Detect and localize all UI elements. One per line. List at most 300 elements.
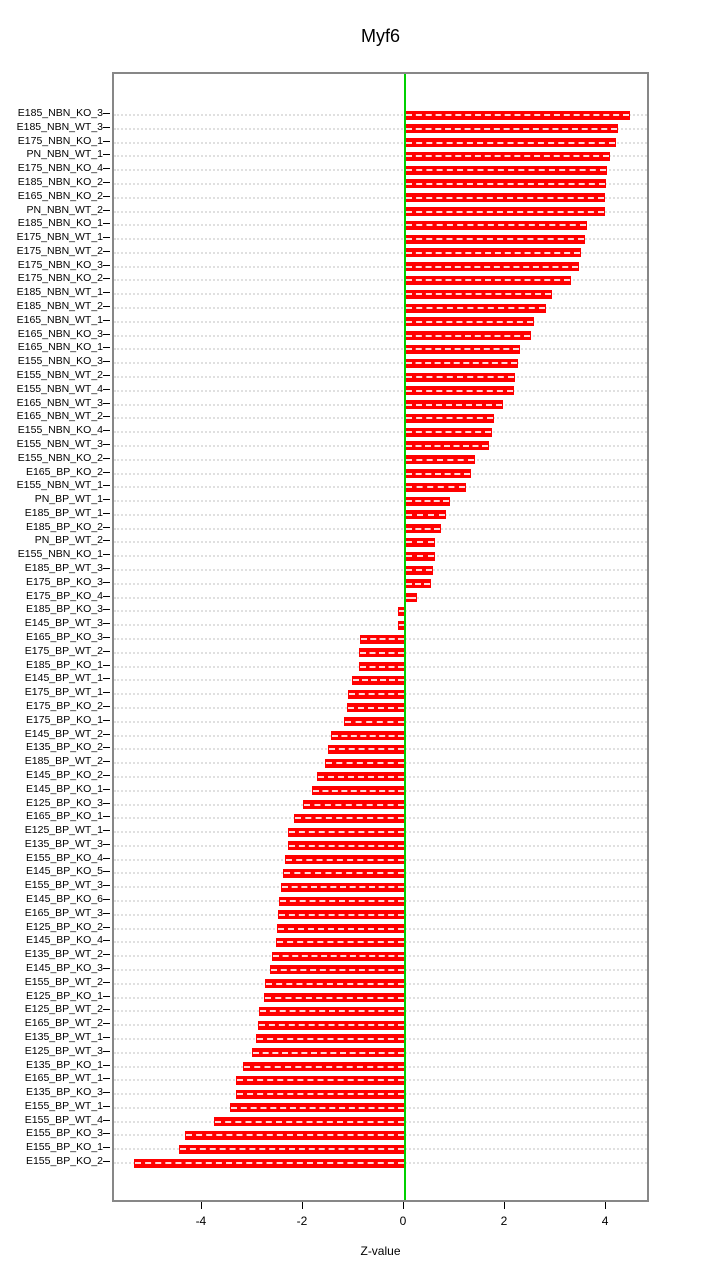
bar-center-dash — [406, 486, 465, 488]
y-axis-tick — [103, 803, 110, 804]
y-axis-label: E165_NBN_WT_2 — [16, 410, 103, 423]
grid-line — [114, 597, 647, 599]
bar — [256, 1034, 405, 1043]
bar — [243, 1062, 405, 1071]
y-axis-label: E135_BP_WT_1 — [24, 1030, 103, 1043]
y-axis-label: E185_BP_WT_1 — [24, 506, 103, 519]
bar — [405, 552, 435, 561]
y-axis-tick — [103, 582, 110, 583]
bar — [272, 952, 405, 961]
bar — [405, 331, 531, 340]
y-axis-tick — [103, 678, 110, 679]
bar-center-dash — [406, 597, 416, 599]
y-axis-label: E155_BP_KO_2 — [25, 1155, 103, 1168]
y-axis-label: E125_BP_KO_3 — [25, 796, 103, 809]
y-axis-tick — [103, 1009, 110, 1010]
bar — [258, 1021, 405, 1030]
grid-line — [114, 528, 647, 530]
bar — [405, 386, 514, 395]
y-axis-tick — [103, 1023, 110, 1024]
bar-center-dash — [406, 583, 430, 585]
grid-line — [114, 500, 647, 502]
x-axis-tick — [403, 1202, 404, 1209]
bar — [405, 400, 504, 409]
y-axis-label: E165_BP_WT_3 — [24, 906, 103, 919]
bar — [405, 248, 581, 257]
x-axis-tick-label: -2 — [296, 1214, 308, 1228]
bar-center-dash — [253, 1052, 404, 1054]
y-axis-tick — [103, 540, 110, 541]
bar-center-dash — [360, 652, 404, 654]
y-axis-tick — [103, 347, 110, 348]
bar-center-dash — [280, 900, 404, 902]
y-axis-tick — [103, 885, 110, 886]
y-axis-label: E185_BP_KO_3 — [25, 603, 103, 616]
y-axis-tick — [103, 830, 110, 831]
y-axis-label: E185_BP_WT_2 — [24, 755, 103, 768]
y-axis-tick — [103, 871, 110, 872]
y-axis-label: E165_NBN_WT_1 — [16, 313, 103, 326]
y-axis-tick — [103, 1051, 110, 1052]
y-axis-label: PN_NBN_WT_2 — [26, 203, 103, 216]
bar — [294, 814, 405, 823]
plot-area — [112, 72, 649, 1202]
x-axis-tick — [302, 1202, 303, 1209]
y-axis-tick — [103, 665, 110, 666]
bar — [405, 276, 571, 285]
bar — [405, 455, 475, 464]
bar — [405, 510, 446, 519]
y-axis-label: E185_NBN_KO_1 — [17, 217, 103, 230]
y-axis-tick — [103, 278, 110, 279]
y-axis-label: E145_BP_KO_3 — [25, 961, 103, 974]
y-axis-label: E145_BP_KO_1 — [25, 782, 103, 795]
bar-center-dash — [406, 114, 629, 116]
y-axis-tick — [103, 954, 110, 955]
y-axis-label: E165_BP_KO_3 — [25, 631, 103, 644]
y-axis-label: E155_NBN_KO_1 — [17, 548, 103, 561]
bar-center-dash — [313, 790, 404, 792]
y-axis-tick — [103, 844, 110, 845]
y-axis-label: E175_BP_KO_4 — [25, 589, 103, 602]
bar — [252, 1048, 405, 1057]
grid-line — [114, 348, 647, 350]
grid-line — [114, 376, 647, 378]
y-axis-label: E165_BP_WT_1 — [24, 1072, 103, 1085]
x-axis-tick — [605, 1202, 606, 1209]
bar-center-dash — [279, 914, 404, 916]
y-axis-tick — [103, 940, 110, 941]
bar — [405, 138, 616, 147]
y-axis-tick — [103, 223, 110, 224]
y-axis-tick — [103, 430, 110, 431]
grid-line — [114, 335, 647, 337]
grid-line — [114, 473, 647, 475]
bar — [331, 731, 405, 740]
y-axis-tick — [103, 127, 110, 128]
bar-center-dash — [329, 748, 404, 750]
bar — [405, 179, 606, 188]
y-axis-tick — [103, 761, 110, 762]
x-axis-tick-label: 0 — [399, 1214, 407, 1228]
y-axis-tick — [103, 816, 110, 817]
y-axis-tick — [103, 416, 110, 417]
bar-center-dash — [295, 817, 404, 819]
y-axis-label: E145_BP_WT_3 — [24, 617, 103, 630]
bar — [185, 1131, 405, 1140]
y-axis-label: E185_NBN_WT_2 — [16, 300, 103, 313]
y-axis-label: E145_BP_WT_2 — [24, 727, 103, 740]
bar-center-dash — [286, 859, 404, 861]
y-axis-tick — [103, 899, 110, 900]
y-axis-label: E155_NBN_KO_2 — [17, 451, 103, 464]
y-axis-tick — [103, 982, 110, 983]
y-axis-label: E125_BP_KO_2 — [25, 920, 103, 933]
grid-line — [114, 541, 647, 543]
y-axis-label: E155_NBN_WT_4 — [16, 382, 103, 395]
y-axis-tick — [103, 265, 110, 266]
bar — [405, 193, 605, 202]
y-axis-label: E165_NBN_KO_2 — [17, 189, 103, 202]
y-axis-label: E155_BP_WT_3 — [24, 879, 103, 892]
y-axis-label: E175_BP_WT_2 — [24, 644, 103, 657]
grid-line — [114, 583, 647, 585]
bar — [405, 207, 605, 216]
y-axis-label: E155_NBN_WT_2 — [16, 369, 103, 381]
y-axis-tick — [103, 1147, 110, 1148]
bar-center-dash — [406, 279, 570, 281]
bar-center-dash — [326, 762, 404, 764]
bar-center-dash — [406, 155, 609, 157]
bar-center-dash — [406, 500, 449, 502]
bar — [405, 317, 534, 326]
y-axis-tick — [103, 499, 110, 500]
bar — [405, 152, 610, 161]
y-axis-tick — [103, 554, 110, 555]
y-axis-label: PN_BP_WT_2 — [34, 534, 103, 547]
grid-line — [114, 404, 647, 406]
y-axis-tick — [103, 1092, 110, 1093]
y-axis-tick — [103, 168, 110, 169]
bar-center-dash — [406, 183, 605, 185]
bar — [405, 441, 489, 450]
y-axis-tick — [103, 568, 110, 569]
bar — [270, 965, 405, 974]
bar — [288, 828, 405, 837]
y-axis-label: E145_BP_KO_6 — [25, 893, 103, 906]
bar-center-dash — [406, 514, 445, 516]
y-axis-label: E125_BP_KO_1 — [25, 989, 103, 1002]
bar-center-dash — [289, 831, 404, 833]
bar-center-dash — [406, 348, 519, 350]
bar-center-dash — [406, 362, 517, 364]
bar — [359, 648, 405, 657]
y-axis-label: E165_BP_KO_1 — [25, 810, 103, 823]
y-axis-tick — [103, 1037, 110, 1038]
bar — [405, 373, 515, 382]
y-axis-label: E175_NBN_KO_3 — [17, 258, 103, 271]
bar-center-dash — [406, 169, 606, 171]
bar-center-dash — [406, 335, 530, 337]
bar-center-dash — [135, 1162, 404, 1164]
y-axis-tick — [103, 472, 110, 473]
y-axis-label: E165_BP_WT_2 — [24, 1017, 103, 1030]
y-axis-tick — [103, 1120, 110, 1121]
grid-line — [114, 624, 647, 626]
bar-center-dash — [406, 431, 491, 433]
y-axis-label: E145_BP_WT_1 — [24, 672, 103, 685]
bar-center-dash — [231, 1107, 404, 1109]
y-axis-label: E185_BP_KO_2 — [25, 520, 103, 533]
y-axis-label: E135_BP_WT_2 — [24, 948, 103, 961]
bar-center-dash — [406, 555, 434, 557]
bar — [264, 993, 405, 1002]
y-axis-tick — [103, 927, 110, 928]
bar-center-dash — [406, 197, 604, 199]
y-axis-label: E125_BP_WT_3 — [24, 1044, 103, 1057]
bar — [179, 1145, 405, 1154]
y-axis-tick — [103, 623, 110, 624]
grid-line — [114, 610, 647, 612]
bar-center-dash — [406, 404, 503, 406]
y-axis-label: E145_BP_KO_4 — [25, 934, 103, 947]
y-axis-tick — [103, 637, 110, 638]
bar-center-dash — [345, 721, 404, 723]
bar — [405, 579, 431, 588]
bar — [344, 717, 405, 726]
bar-center-dash — [271, 969, 404, 971]
y-axis-tick — [103, 306, 110, 307]
y-axis-tick — [103, 182, 110, 183]
bar — [405, 359, 518, 368]
y-axis-label: E155_NBN_WT_1 — [16, 479, 103, 492]
y-axis-label: E185_NBN_WT_1 — [16, 286, 103, 299]
bar — [405, 221, 587, 230]
y-axis-tick — [103, 996, 110, 997]
y-axis-tick — [103, 113, 110, 114]
y-axis-tick — [103, 789, 110, 790]
y-axis-tick — [103, 734, 110, 735]
y-axis-tick — [103, 403, 110, 404]
y-axis-tick — [103, 458, 110, 459]
y-axis-label: E185_BP_WT_3 — [24, 562, 103, 575]
y-axis-label: E175_BP_WT_1 — [24, 686, 103, 699]
y-axis-label: E155_BP_WT_4 — [24, 1113, 103, 1126]
bar — [265, 979, 405, 988]
x-axis-tick — [201, 1202, 202, 1209]
x-axis-title: Z-value — [360, 1244, 401, 1258]
bar — [405, 304, 546, 313]
y-axis-label: E155_NBN_KO_3 — [17, 355, 103, 368]
y-axis-tick — [103, 706, 110, 707]
y-axis-tick — [103, 913, 110, 914]
bar-center-dash — [360, 666, 404, 668]
y-axis-label: E175_NBN_KO_4 — [17, 162, 103, 175]
y-axis-label: E135_BP_KO_1 — [25, 1058, 103, 1071]
y-axis-label: E145_BP_KO_2 — [25, 768, 103, 781]
bar — [405, 497, 450, 506]
bar — [277, 924, 405, 933]
bar-center-dash — [406, 445, 488, 447]
bar — [405, 483, 466, 492]
bar-center-dash — [406, 528, 440, 530]
y-axis-label: E185_NBN_WT_3 — [16, 120, 103, 133]
bar-center-dash — [266, 983, 404, 985]
y-axis-tick — [103, 747, 110, 748]
bar — [328, 745, 405, 754]
bar-center-dash — [406, 541, 434, 543]
bar — [348, 690, 405, 699]
bar-center-dash — [406, 459, 474, 461]
bar — [279, 897, 405, 906]
bar — [405, 262, 579, 271]
bar-center-dash — [257, 1038, 404, 1040]
bar-center-dash — [215, 1121, 404, 1123]
y-axis-label: E135_BP_KO_3 — [25, 1086, 103, 1099]
y-axis-tick — [103, 1078, 110, 1079]
bar — [236, 1076, 405, 1085]
bar — [281, 883, 405, 892]
y-axis-label: E175_NBN_WT_1 — [16, 231, 103, 244]
x-axis-tick-label: 4 — [601, 1214, 609, 1228]
y-axis-label: E125_BP_WT_1 — [24, 824, 103, 837]
y-axis-label: E125_BP_WT_2 — [24, 1003, 103, 1016]
y-axis-label: PN_NBN_WT_1 — [26, 148, 103, 161]
y-axis-tick — [103, 651, 110, 652]
grid-line — [114, 293, 647, 295]
grid-line — [114, 555, 647, 557]
bar-center-dash — [406, 128, 617, 130]
y-axis-tick — [103, 596, 110, 597]
y-axis-label: E155_BP_KO_4 — [25, 851, 103, 864]
bar-center-dash — [277, 941, 404, 943]
bar-center-dash — [353, 679, 404, 681]
bar — [405, 345, 520, 354]
bar — [405, 566, 433, 575]
bar — [347, 703, 405, 712]
y-axis-tick — [103, 196, 110, 197]
bar — [259, 1007, 405, 1016]
y-axis-label: E155_BP_WT_2 — [24, 975, 103, 988]
bar — [405, 166, 607, 175]
bar — [283, 869, 405, 878]
y-axis-label: E145_BP_KO_5 — [25, 865, 103, 878]
bar — [230, 1103, 405, 1112]
x-axis-tick — [504, 1202, 505, 1209]
y-axis-tick — [103, 1161, 110, 1162]
y-axis-tick — [103, 141, 110, 142]
y-axis-label: E155_NBN_WT_3 — [16, 437, 103, 450]
grid-line — [114, 321, 647, 323]
bar-center-dash — [284, 872, 404, 874]
y-axis-tick — [103, 210, 110, 211]
grid-line — [114, 459, 647, 461]
bar-center-dash — [265, 997, 404, 999]
bar — [359, 662, 405, 671]
y-axis-tick — [103, 292, 110, 293]
bar-center-dash — [180, 1148, 404, 1150]
y-axis-tick — [103, 251, 110, 252]
y-axis-tick — [103, 1106, 110, 1107]
bar — [288, 841, 405, 850]
bar — [278, 910, 405, 919]
bar — [325, 759, 405, 768]
bar-center-dash — [406, 252, 580, 254]
bar-center-dash — [406, 473, 470, 475]
grid-line — [114, 417, 647, 419]
bar-center-dash — [332, 735, 404, 737]
bar-center-dash — [348, 707, 404, 709]
bar — [214, 1117, 405, 1126]
y-axis-tick — [103, 1065, 110, 1066]
y-axis-label: E165_NBN_KO_3 — [17, 327, 103, 340]
grid-line — [114, 445, 647, 447]
y-axis-label: E175_BP_KO_2 — [25, 699, 103, 712]
y-axis-tick — [103, 527, 110, 528]
bar-center-dash — [259, 1024, 404, 1026]
bar-center-dash — [260, 1010, 404, 1012]
bar — [134, 1159, 405, 1168]
bar-center-dash — [186, 1134, 404, 1136]
y-axis-label: E185_BP_KO_1 — [25, 658, 103, 671]
bar-center-dash — [406, 569, 432, 571]
y-axis-tick — [103, 320, 110, 321]
y-axis-label: E155_BP_KO_3 — [25, 1127, 103, 1140]
y-axis-tick — [103, 389, 110, 390]
bar — [285, 855, 405, 864]
bar-center-dash — [278, 928, 404, 930]
y-axis-tick — [103, 375, 110, 376]
grid-line — [114, 390, 647, 392]
bar-center-dash — [406, 211, 604, 213]
y-axis-label: E175_NBN_WT_2 — [16, 244, 103, 257]
bar-center-dash — [237, 1093, 404, 1095]
bar — [317, 772, 405, 781]
bar-center-dash — [304, 804, 404, 806]
bar — [303, 800, 405, 809]
grid-line — [114, 431, 647, 433]
bar-center-dash — [318, 776, 404, 778]
y-axis-label: E185_NBN_KO_2 — [17, 175, 103, 188]
y-axis-label: E165_NBN_WT_3 — [16, 396, 103, 409]
bar-center-dash — [289, 845, 404, 847]
x-axis-tick-label: -4 — [195, 1214, 207, 1228]
bar — [405, 538, 435, 547]
bar-center-dash — [237, 1079, 404, 1081]
bar — [405, 235, 585, 244]
y-axis-label: E185_NBN_KO_3 — [17, 107, 103, 119]
y-axis-label: E165_BP_KO_2 — [25, 465, 103, 478]
bar-center-dash — [406, 307, 545, 309]
y-axis-label: E165_NBN_KO_1 — [17, 341, 103, 354]
y-axis-label: PN_BP_WT_1 — [34, 493, 103, 506]
bar-center-dash — [406, 266, 578, 268]
y-axis-tick — [103, 968, 110, 969]
y-axis-label: E155_BP_WT_1 — [24, 1099, 103, 1112]
y-axis-tick — [103, 775, 110, 776]
grid-line — [114, 362, 647, 364]
bar — [405, 428, 492, 437]
bar — [405, 111, 630, 120]
bar-center-dash — [406, 321, 533, 323]
y-axis-tick — [103, 154, 110, 155]
zero-reference-line — [404, 74, 406, 1200]
grid-line — [114, 514, 647, 516]
y-axis-label: E175_NBN_KO_2 — [17, 272, 103, 285]
y-axis-tick — [103, 858, 110, 859]
bar — [405, 469, 471, 478]
y-axis-label: E155_BP_KO_1 — [25, 1141, 103, 1154]
